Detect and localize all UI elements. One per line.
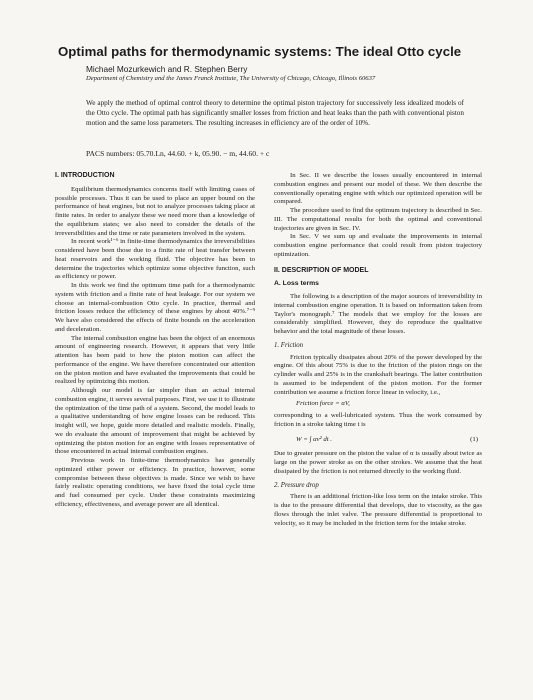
- equation-1: [274, 436, 482, 445]
- paragraph: Equilibrium thermodynamics concerns itself with limiting cases of possible processes. Thus it can be used to place an upper bound on the performance of heat engines, but not to analyze processes taking place at finite rates. In order to analyze these we need more than a knowledge of the equilibrium states; we also need to consider the details of the irreversibilities and the time or rate parameters involved in the system.: [55, 185, 255, 237]
- paragraph: There is an additional friction-like loss term on the intake stroke. This is due to the pressure differential that develops, due to viscosity, as the gas flows through the inlet valve. The pressure differential is proportional to velocity, so it may be included in the friction term for the intake stroke.: [274, 493, 482, 527]
- subsection-heading-loss-terms: A. Loss terms: [274, 280, 319, 288]
- paragraph: The procedure used to find the optimum trajectory is described in Sec. III. The computational results for both the optimal and conventional trajectories are given in Sec. IV.: [274, 207, 482, 232]
- left-column: [55, 172, 255, 510]
- right-column: [274, 172, 482, 528]
- paragraph: Although our model is far simpler than an actual internal combustion engine, it serves several purposes. First, we use it to illustrate the optimization of the time path of a system. Second, the model leads to a qualitative understanding of how engine losses can be reduced. This insight will, we hope, guide more detailed and realistic models. Finally, we do evaluate the amount of improvement that might be achieved by optimizing the piston motion for an engine with losses representative of those encountered in actual internal combustion engines.: [55, 387, 255, 456]
- equation-friction-force: Friction force = αV,: [296, 400, 350, 408]
- subsubsection-heading-friction: 1. Friction: [274, 341, 304, 349]
- paragraph: In Sec. II we describe the losses usually encountered in internal combustion engines and present our model of these. We then describe the conventionally operating engine with which our optimized operation will be compared.: [274, 172, 482, 206]
- paragraph: Previous work in finite-time thermodynamics has generally optimized either power or efficiency. In practice, however, some compromise between these objectives is made. Since we wish to have fairly realistic operating conditions, we have fixed the total cycle time and fuel consumed per cycle. Under these constraints maximizing efficiency, effectiveness, and average power are all identical.: [55, 457, 255, 508]
- section-heading-model: II. DESCRIPTION OF MODEL: [274, 266, 369, 274]
- author-line: Michael Mozurkewich and R. Stephen Berry: [86, 64, 248, 74]
- paper-title: Optimal paths for thermodynamic systems: The ideal Otto cycle: [58, 44, 462, 59]
- paragraph: In recent work¹⁻⁶ in finite-time thermodynamics the irreversibilities considered have been those due to a finite rate of heat transfer between heat reservoirs and the working fluid. The objective has been to determine the trajectories which optimize some objective function, such as efficiency or power.: [55, 238, 255, 281]
- affiliation-line: Department of Chemistry and the James Franck Institute, The University of Chicago, Chicago, Illinois 60637: [86, 75, 376, 82]
- paragraph: Friction typically dissipates about 20% of the power developed by the engine. Of this about 75% is due to the friction of the piston rings on the cylinder walls and 25% is in the crankshaft bearings. The latter contribution is assumed to be independent of the piston motion. For the former contribution we assume a friction force linear in velocity, i.e.,: [274, 353, 482, 396]
- equation-body: W = ∫ αv² dt .: [296, 435, 332, 443]
- section-heading-introduction: I. INTRODUCTION: [55, 172, 115, 179]
- abstract: We apply the method of optimal control theory to determine the optimal piston trajectory for successively less idealized models of the Otto cycle. The optimal path has significantly smaller losses from friction and heat leaks than the path with conventional piston motion and the same loss parameters. The resulting increases in efficiency are of the order of 10%.: [86, 99, 464, 127]
- subsubsection-heading-pressure-drop: 2. Pressure drop: [274, 481, 319, 489]
- equation-number: (1): [470, 435, 478, 443]
- paragraph: In Sec. V we sum up and evaluate the improvements in internal combustion engine performance that could result from piston trajectory optimization.: [274, 233, 482, 258]
- paragraph: In this work we find the optimum time path for a thermodynamic system with friction and a finite rate of heat leakage. For our system we choose an internal-combustion Otto cycle. In practice, thermal and friction losses reduce the efficiency of these engines by about 40%.⁷⁻⁹ We have also considered the effects of finite bounds on the acceleration and deceleration.: [55, 282, 255, 333]
- pacs-numbers: PACS numbers: 05.70.Ln, 44.60. + k, 05.90. − m, 44.60. + c: [86, 149, 270, 158]
- paragraph: Due to greater pressure on the piston the value of α is usually about twice as large on the power stroke as on the other strokes. We assume that the heat dissipated by the friction is not returned directly to the working fluid.: [274, 450, 482, 475]
- paragraph: corresponding to a well-lubricated system. Thus the work consumed by friction in a stroke taking time t is: [274, 412, 482, 428]
- paragraph: The following is a description of the major sources of irreversibility in internal combustion engine operation. It is based on information taken from Taylor's monograph.⁷ The models that we employ for the losses are considerably simplified. However, they do reproduce the qualitative behavior and the total magnitude of these losses.: [274, 293, 482, 335]
- paragraph: The internal combustion engine has been the object of an enormous amount of engineering research. However, it appears that very little attention has been paid to how the piston motion can affect the performance of the engine. We have therefore concentrated our attention on the piston motion and have evaluated the improvements that could be realized by optimizing this motion.: [55, 334, 255, 386]
